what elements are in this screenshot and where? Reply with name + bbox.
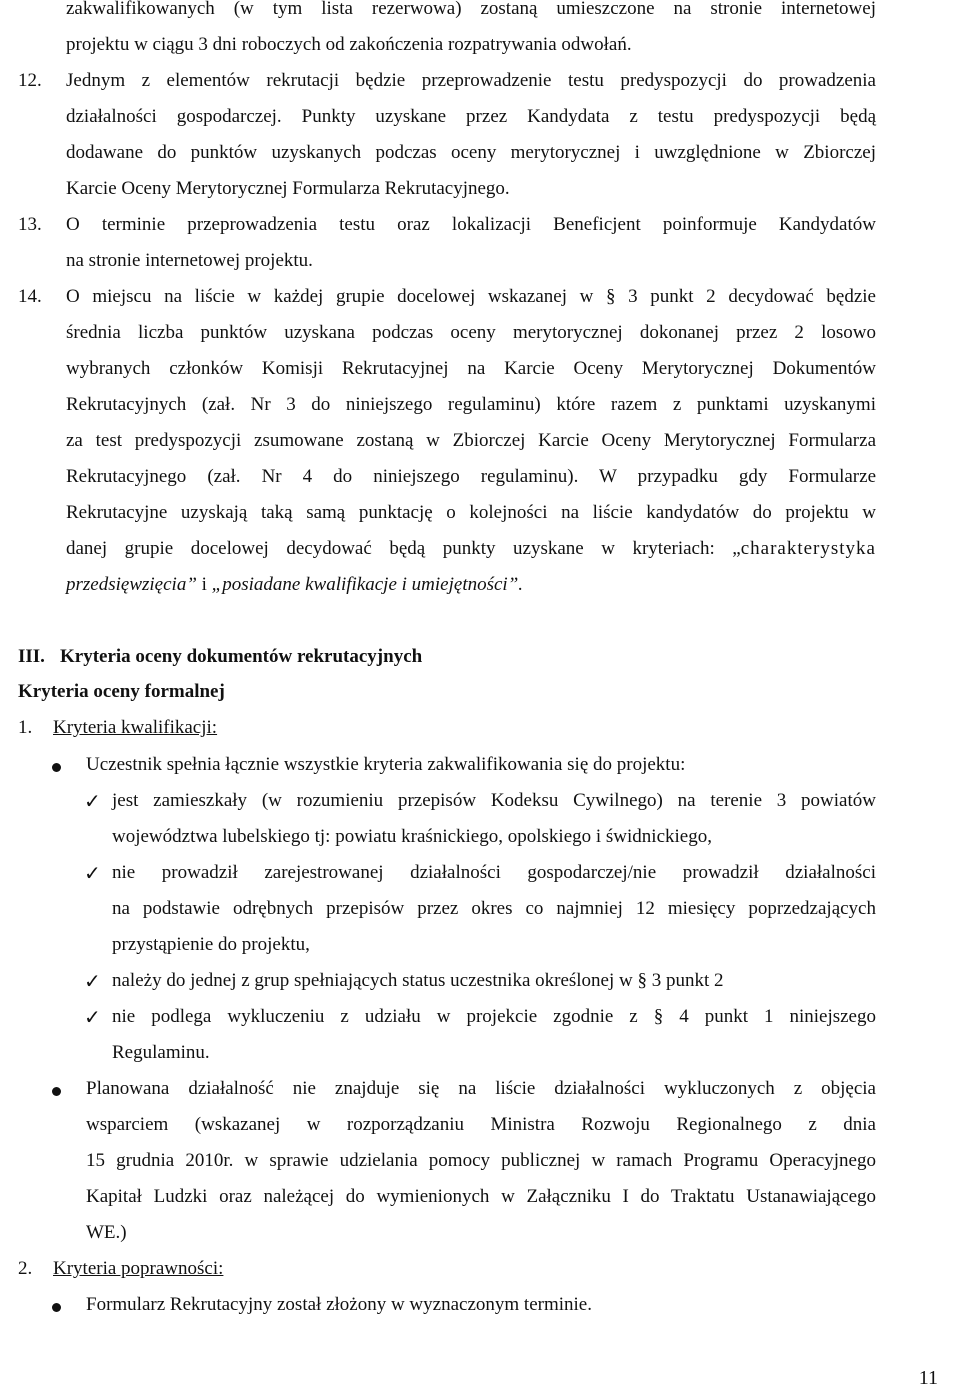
p13-number: 13. bbox=[18, 214, 42, 235]
check-icon: ✓ bbox=[84, 969, 101, 993]
p14-line5: za test predyspozycji zsumowane zostaną w Zbiorczej Karcie Oceny Merytorycznej Formularza bbox=[66, 430, 876, 451]
bullet2-line2: wsparciem (wskazanej w rozporządzaniu Ministra Rozwoju Regionalnego z dnia bbox=[86, 1114, 876, 1135]
check4-line1: nie podlega wykluczeniu z udziału w projekcie zgodnie z § 4 punkt 1 niniejszego bbox=[112, 1006, 876, 1027]
p14-line2: średnia liczba punktów uzyskana podczas oceny merytorycznej dokonanej przez 2 losowo bbox=[66, 322, 876, 343]
bullet2-line3: 15 grudnia 2010r. w sprawie udzielania pomocy publicznej w ramach Programu Operacyjnego bbox=[86, 1150, 876, 1171]
check-icon: ✓ bbox=[84, 861, 101, 885]
p14-line9-quoted2: „posiadane kwalifikacje i umiejętności”. bbox=[211, 574, 524, 595]
p14-line9 bbox=[66, 573, 523, 597]
criteria2-number: 2. bbox=[18, 1258, 33, 1279]
p14-line6: Rekrutacyjnego (zał. Nr 4 do niniejszego regulaminu). W przypadku gdy Formularze bbox=[66, 466, 876, 487]
p14-line9-conj: i bbox=[196, 574, 212, 595]
check-icon: ✓ bbox=[84, 1005, 101, 1029]
p12-line4: Karcie Oceny Merytorycznej Formularza Rekrutacyjnego. bbox=[66, 178, 510, 199]
p14-line7: Rekrutacyjne uzyskają taką samą punktację o kolejności na liście kandydatów do projektu w bbox=[66, 502, 876, 523]
bullet-icon bbox=[52, 763, 61, 772]
section-subtitle: Kryteria oceny formalnej bbox=[18, 681, 225, 702]
bullet2-line5: WE.) bbox=[86, 1222, 127, 1243]
p13-line1: O terminie przeprowadzenia testu oraz lokalizacji Beneficjent poinformuje Kandydatów bbox=[66, 214, 876, 235]
section-title: Kryteria oceny dokumentów rekrutacyjnych bbox=[60, 646, 423, 667]
bullet-icon bbox=[52, 1303, 61, 1312]
p14-line4: Rekrutacyjnych (zał. Nr 3 do niniejszego regulaminu) które razem z punktami uzyskanymi bbox=[66, 394, 876, 415]
p14-line3: wybranych członków Komisji Rekrutacyjnej na Karcie Oceny Merytorycznej Dokumentów bbox=[66, 358, 876, 379]
check2-line2: na podstawie odrębnych przepisów przez okres co najmniej 12 miesięcy poprzedzających bbox=[112, 898, 876, 919]
check1-line2: województwa lubelskiego tj: powiatu kraśnickiego, opolskiego i świdnickiego, bbox=[112, 826, 712, 847]
p14-line8-quoted: charakterystyka bbox=[740, 538, 876, 559]
p14-line1: O miejscu na liście w każdej grupie docelowej wskazanej w § 3 punkt 2 decydować będzie bbox=[66, 286, 876, 307]
p14-line8 bbox=[66, 537, 876, 561]
bullet2-line4: Kapitał Ludzki oraz należącej do wymienionych w Załączniku I do Traktatu Ustanawiającego bbox=[86, 1186, 876, 1207]
criteria1-number: 1. bbox=[18, 717, 33, 738]
p12-line2: działalności gospodarczej. Punkty uzyskane przez Kandydata z testu predyspozycji będą bbox=[66, 106, 876, 127]
p11-line1: zakwalifikowanych (w tym lista rezerwowa) zostaną umieszczone na stronie internetowej bbox=[66, 0, 876, 19]
p14-line8-text: danej grupie docelowej decydować będą punkty uzyskane w kryteriach: „ bbox=[66, 538, 741, 559]
check1-line1: jest zamieszkały (w rozumieniu przepisów Kodeksu Cywilnego) na terenie 3 powiatów bbox=[112, 790, 876, 811]
p12-number: 12. bbox=[18, 70, 42, 91]
bullet3-text: Formularz Rekrutacyjny został złożony w wyznaczonym terminie. bbox=[86, 1294, 592, 1315]
check2-line1: nie prowadził zarejestrowanej działalności gospodarczej/nie prowadził działalności bbox=[112, 862, 876, 883]
p12-line3: dodawane do punktów uzyskanych podczas oceny merytorycznej i uwzględnione w Zbiorczej bbox=[66, 142, 876, 163]
p13-line2: na stronie internetowej projektu. bbox=[66, 250, 313, 271]
section-roman: III. bbox=[18, 646, 45, 667]
criteria2-title: Kryteria poprawności: bbox=[53, 1258, 224, 1279]
check-icon: ✓ bbox=[84, 789, 101, 813]
check4-line2: Regulaminu. bbox=[112, 1042, 210, 1063]
bullet-icon bbox=[52, 1087, 61, 1096]
p14-number: 14. bbox=[18, 286, 42, 307]
criteria1-title: Kryteria kwalifikacji: bbox=[53, 717, 218, 738]
page-number: 11 bbox=[918, 1367, 938, 1389]
check3-line1: należy do jednej z grup spełniających status uczestnika określonej w § 3 punkt 2 bbox=[112, 970, 724, 991]
check2-line3: przystąpienie do projektu, bbox=[112, 934, 310, 955]
p11-line2: projektu w ciągu 3 dni roboczych od zakończenia rozpatrywania odwołań. bbox=[66, 34, 632, 55]
p14-line9-quoted1: przedsięwzięcia” bbox=[66, 574, 197, 595]
bullet1-text: Uczestnik spełnia łącznie wszystkie kryteria zakwalifikowania się do projektu: bbox=[86, 754, 686, 775]
p12-line1: Jednym z elementów rekrutacji będzie przeprowadzenie testu predyspozycji do prowadzenia bbox=[66, 70, 876, 91]
bullet2-line1: Planowana działalność nie znajduje się na liście działalności wykluczonych z objęcia bbox=[86, 1078, 876, 1099]
